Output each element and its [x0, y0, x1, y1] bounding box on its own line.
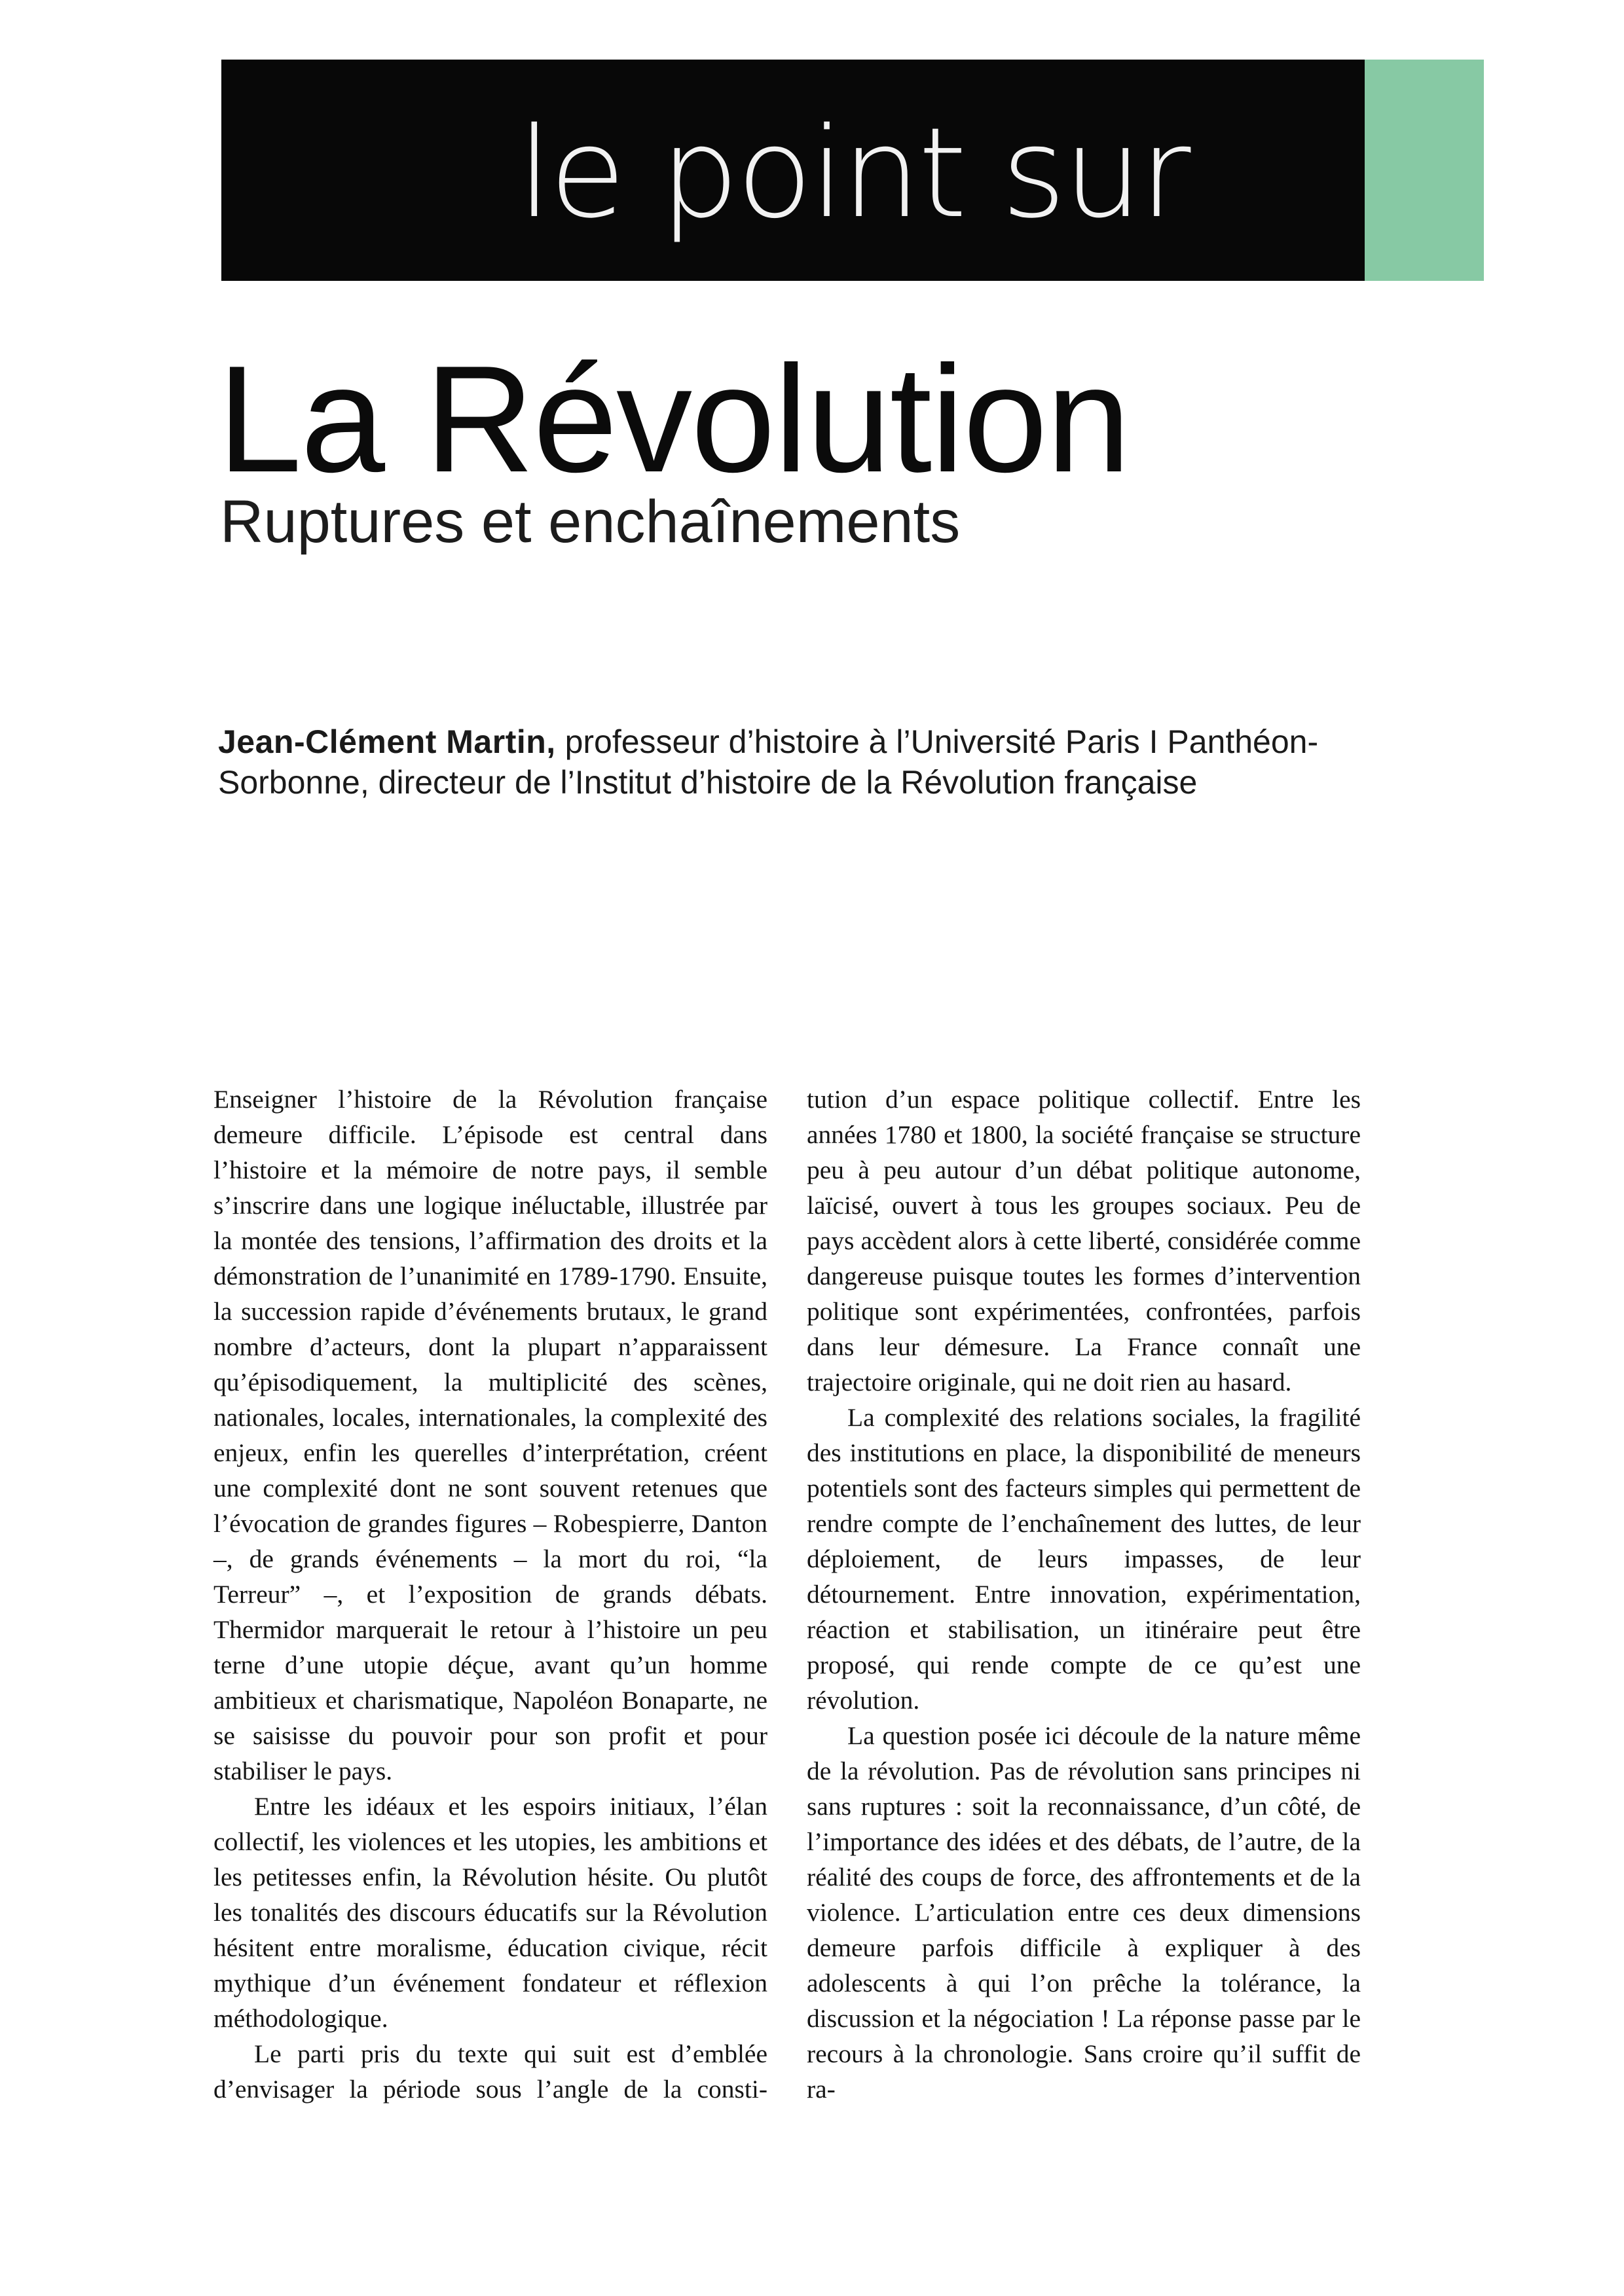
article-title: La Révolution — [217, 335, 1130, 504]
author-byline — [218, 721, 1331, 803]
header-accent-strip — [1365, 60, 1484, 281]
body-column-right — [807, 1082, 1361, 2107]
paragraph: Le parti pris du texte qui suit est d’emblée d’envisager la période sous l’angle de la consti- — [213, 2039, 767, 2104]
paragraph: La question posée ici découle de la nature même de la révolution. Pas de révolution sans principes ni sans ruptures : soit la reconnaissance, d’un côté, de l’importance des idées et des débats, de l’autre, de la réalité des coups de force, des affrontements et de la violence. L’articulation entre ces deux dimensions demeure parfois difficile à expliquer à des adolescents à qui l’on prêche la tolérance, la discussion et la négociation ! La réponse passe par le recours à la chronologie. Sans croire qu’il suffit de ra- — [807, 1721, 1361, 2104]
paragraph: Entre les idéaux et les espoirs initiaux, l’élan collectif, les violences et les utopies, les ambitions et les petitesses enfin, la Révolution hésite. Ou plutôt les tonalités des discours éducatifs sur la Révolution hésitent entre moralisme, éducation civique, récit mythique d’un événement fondateur et réflexion méthodologique. — [213, 1792, 767, 2033]
author-affiliation: professeur d’histoire à l’Université Paris I Panthéon-Sorbonne, directeur de l’Institut d’histoire de la Révolution française — [218, 723, 1319, 801]
section-kicker: le point sur — [517, 101, 1189, 246]
body-column-left — [213, 1082, 767, 2107]
paragraph: Enseigner l’histoire de la Révolution française demeure difficile. L’épisode est central dans l’histoire et la mémoire de notre pays, il semble s’inscrire dans une logique inéluctable, illustrée par la montée des tensions, l’affirmation des droits et la démonstration de l’unanimité en 1789-1790. Ensuite, la succession rapide d’événements brutaux, le grand nombre d’acteurs, dont la plupart n’apparaissent qu’épisodiquement, la multiplicité des scènes, nationales, locales, internationales, la complexité des enjeux, enfin les querelles d’interprétation, créent une complexité dont ne sont souvent retenues que l’évocation de grandes figures – Robespierre, Danton –, de grands événements – la mort du roi, “la Terreur” –, et l’exposition de grands débats. Thermidor marquerait le retour à l’histoire un peu terne d’une utopie déçue, avant qu’un homme ambitieux et charismatique, Napoléon Bonaparte, ne se saisisse du pouvoir pour son profit et pour stabiliser le pays. — [213, 1085, 767, 1785]
paragraph: La complexité des relations sociales, la fragilité des institutions en place, la disponibilité de meneurs potentiels sont des facteurs simples qui permettent de rendre compte de l’enchaînement des luttes, de leur déploiement, de leurs impasses, de leur détournement. Entre innovation, expérimentation, réaction et stabilisation, un itinéraire peut être proposé, qui rende compte de ce qu’est une révolution. — [807, 1403, 1361, 1715]
paragraph: tution d’un espace politique collectif. Entre les années 1780 et 1800, la société française se structure peu à peu autour d’un débat politique autonome, laïcisé, ouvert à tous les groupes sociaux. Peu de pays accèdent alors à cette liberté, considérée comme dangereuse puisque toutes les formes d’intervention politique sont expérimentées, confrontées, parfois dans leur démesure. La France connaît une trajectoire originale, qui ne doit rien au hasard. — [807, 1085, 1361, 1396]
article-subtitle: Ruptures et enchaînements — [220, 488, 961, 555]
author-name: Jean-Clément Martin, — [218, 723, 556, 760]
